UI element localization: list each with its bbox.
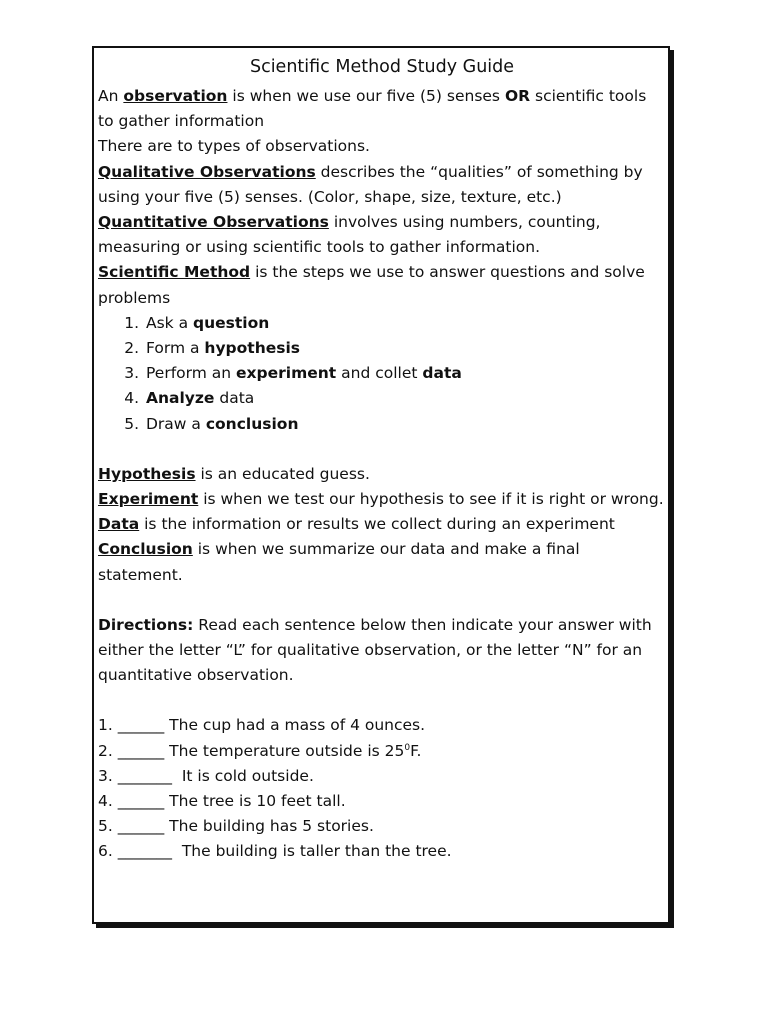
study-guide-content (98, 52, 666, 865)
observation-pre: An (98, 87, 124, 105)
definition-term: Hypothesis (98, 464, 196, 483)
step-pre: Perform an (146, 364, 237, 383)
directions-text: Read each sentence below then indicate your answer with either the letter “L” for qualitative observation, or the letter “N” for an quantitative observation. (98, 615, 652, 685)
question-text: The tree is 10 feet tall. (164, 792, 346, 811)
answer-blank[interactable]: _______ (117, 766, 172, 785)
method-step (144, 412, 666, 437)
directions (98, 613, 666, 689)
question-text: The temperature outside is 25 (164, 741, 405, 760)
step-mid: and collet (336, 364, 423, 383)
observation-mid: is when we use our five (5) senses (227, 87, 505, 105)
definition-term: Data (98, 515, 140, 534)
method-step (144, 336, 666, 361)
qualitative-definition (98, 160, 666, 210)
scientific-method-text: is the steps we use to answer questions and solve problems (98, 263, 645, 307)
question-text: The building is taller than the tree. (171, 842, 452, 861)
question-item (98, 713, 666, 738)
method-step (144, 361, 666, 386)
question-item (98, 739, 666, 764)
directions-label: Directions: (98, 615, 194, 634)
observation-or-word: OR (504, 87, 531, 105)
scientific-method-definition (98, 260, 666, 310)
step-keyword: conclusion (205, 414, 299, 433)
question-text: The cup had a mass of 4 ounces. (164, 716, 426, 735)
spacer (98, 437, 666, 462)
qualitative-term: Qualitative Observations (98, 162, 316, 181)
method-steps-list (98, 311, 666, 437)
step-keyword-2: data (422, 364, 462, 383)
definition-text: is an educated guess. (195, 464, 370, 483)
answer-blank[interactable]: ______ (117, 741, 165, 760)
question-text: It is cold outside. (171, 766, 314, 785)
step-keyword: Analyze (146, 389, 215, 408)
quantitative-text: involves using numbers, counting, measuring or using scientific tools to gather information. (98, 213, 601, 257)
question-item (98, 764, 666, 789)
question-text-after: F. (410, 741, 422, 760)
question-item (98, 814, 666, 839)
question-text: The building has 5 stories. (164, 817, 374, 836)
data-definition (98, 512, 666, 537)
question-item (98, 839, 666, 864)
question-number: 6. (98, 842, 113, 861)
types-line: There are to types of observations. (98, 137, 370, 156)
definition-text: is when we test our hypothesis to see if it is right or wrong. (198, 490, 664, 509)
question-number: 4. (98, 792, 113, 811)
question-number: 5. (98, 817, 113, 836)
qualitative-text: describes the “qualities” of something by using your five (5) senses. (Color, shape, size, texture, etc.) (98, 162, 643, 206)
page-title: Scientific Method Study Guide (249, 57, 515, 77)
observation-definition (98, 84, 666, 134)
method-step (144, 386, 666, 411)
question-number: 1. (98, 716, 113, 735)
method-step (144, 311, 666, 336)
experiment-definition (98, 487, 666, 512)
step-pre: Form a (146, 339, 205, 358)
answer-blank[interactable]: ______ (117, 716, 165, 735)
step-mid: data (214, 389, 255, 408)
observation-term: observation (123, 87, 228, 105)
definition-text: is the information or results we collect during an experiment (139, 515, 615, 534)
step-pre: Draw a (146, 414, 206, 433)
question-number: 3. (98, 766, 113, 785)
observation-post: scientific tools to gather information (98, 87, 647, 131)
quantitative-term: Quantitative Observations (98, 213, 329, 232)
step-keyword: hypothesis (204, 339, 301, 358)
conclusion-definition (98, 537, 666, 587)
spacer (98, 588, 666, 613)
question-item (98, 789, 666, 814)
answer-blank[interactable]: ______ (117, 792, 165, 811)
step-pre: Ask a (146, 313, 194, 332)
degree-superscript: 0 (404, 742, 411, 753)
definition-term: Experiment (98, 490, 199, 509)
quantitative-definition (98, 210, 666, 260)
spacer (98, 688, 666, 713)
scientific-method-term: Scientific Method (98, 263, 251, 282)
step-keyword: question (193, 313, 270, 332)
question-number: 2. (98, 741, 113, 760)
hypothesis-definition (98, 462, 666, 487)
answer-blank[interactable]: _______ (117, 842, 172, 861)
definition-text: is when we summarize our data and make a final statement. (98, 540, 580, 584)
question-list (98, 713, 666, 864)
definition-term: Conclusion (98, 540, 193, 559)
step-keyword: experiment (236, 364, 337, 383)
answer-blank[interactable]: ______ (117, 817, 165, 836)
